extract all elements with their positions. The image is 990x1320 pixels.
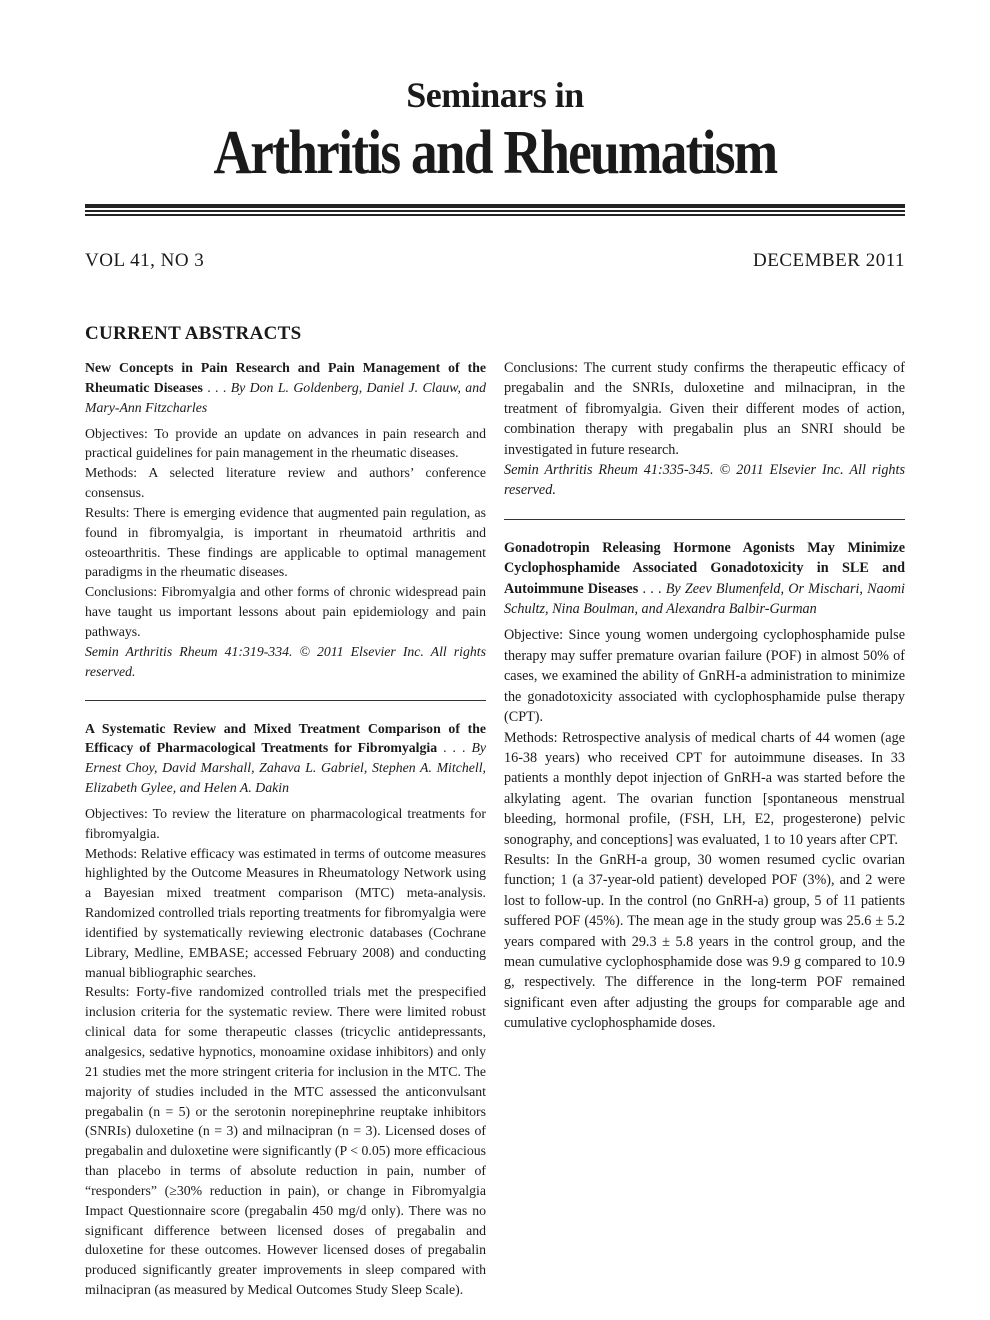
abstract-citation: Semin Arthritis Rheum 41:335-345. © 2011 Elsevier Inc. All rights reserved. xyxy=(504,462,905,499)
abstract-results: Results: There is emerging evidence that augmented pain regulation, as found in fibromyalgia, is important in rheumatoid arthritis and osteoarthritis. These findings are applicable to optimal management paradigms in the rheumatic diseases. xyxy=(85,504,486,580)
ellipsis: . . . xyxy=(642,580,666,597)
abstract-objectives: Objectives: To provide an update on advances in pain research and practical guidelines for pain management in the rheumatic diseases. xyxy=(85,425,486,461)
abstract-conclusions: Conclusions: The current study confirms the therapeutic efficacy of pregabalin and the SNRIs, duloxetine and milnacipran, in the treatment of fibromyalgia. Given their different modes of action, combination therapy with pregabalin plus an SNRI should be investigated in future research. xyxy=(504,360,905,458)
abstract-heading xyxy=(85,719,486,798)
masthead-rule xyxy=(85,214,905,216)
abstract-authors: By Zeev Blumenfeld, Or Mischari, Naomi Schultz, Nina Boulman, and Alexandra Balbir-Gurman xyxy=(504,580,905,618)
abstract-title: A Systematic Review and Mixed Treatment Comparison of the Efficacy of Pharmacological Treatments for Fibromyalgia xyxy=(85,720,486,756)
abstract-results: Results: Forty-five randomized controlled trials met the prespecified inclusion criteria for the systematic review. There were limited robust clinical data for some therapeutic classes (tricyclic antidepressants, analgesics, sedative hypnotics, monoamine oxidase inhibitors) and only 21 studies met the more stringent criteria for inclusion in the MTC. The majority of studies included in the MTC assessed the anticonvulsant pregabalin (n = 5) or the serotonin norepinephrine reuptake inhibitors (SNRIs) duloxetine (n = 3) and milnacipran (n = 3). Licensed doses of pregabalin and duloxetine were significantly (P < 0.05) more efficacious than placebo in terms of absolute reduction in pain, number of “responders” (≥30% reduction in pain), or change in Fibromyalgia Impact Questionnaire score (pregabalin 450 mg/d only). There was no significant difference between licensed doses of pregabalin and duloxetine for these outcomes. However licensed doses of pregabalin produced significantly greater improvements in sleep compared with milnacipran (as measured by Medical Outcomes Study Sleep Scale). xyxy=(85,984,486,1298)
right-column xyxy=(504,358,905,1034)
series-title: Seminars in xyxy=(406,75,584,115)
abstract-authors: By Don L. Goldenberg, Daniel J. Clauw, and Mary-Ann Fitzcharles xyxy=(85,379,486,415)
abstract-methods: Methods: A selected literature review and authors’ conference consensus. xyxy=(85,465,486,501)
ellipsis: . . . xyxy=(207,379,231,395)
abstract-title: Gonadotropin Releasing Hormone Agonists May Minimize Cyclophosphamide Associated Gonadotoxicity in SLE and Autoimmune Diseases xyxy=(504,539,905,597)
left-column xyxy=(85,358,486,1300)
masthead-rule xyxy=(85,210,905,212)
abstract-authors: By Ernest Choy, David Marshall, Zahava L. Gabriel, Stephen A. Mitchell, Elizabeth Gylee, and Helen A. Dakin xyxy=(85,740,486,796)
abstract-conclusions: Conclusions: Fibromyalgia and other forms of chronic widespread pain have taught us important lessons about pain epidemiology and pain pathways. xyxy=(85,584,486,639)
abstract-methods: Methods: Relative efficacy was estimated in terms of outcome measures highlighted by the Outcome Measures in Rheumatology Network using a Bayesian mixed treatment comparison (MTC) meta-analysis. Randomized controlled trials reporting treatments for fibromyalgia were identified by systematically reviewing electronic databases (Cochrane Library, Medline, EMBASE; accessed February 2008) and conducting manual bibliographic searches. xyxy=(85,845,486,980)
abstract xyxy=(85,719,486,1300)
issue-date: DECEMBER 2011 xyxy=(753,250,905,271)
abstract-heading xyxy=(85,358,486,418)
journal-title: Arthritis and Rheumatism xyxy=(213,119,777,187)
abstract xyxy=(504,538,905,1034)
section-title: CURRENT ABSTRACTS xyxy=(85,323,302,344)
abstract-divider xyxy=(85,700,486,701)
abstract-divider xyxy=(504,519,905,520)
abstract-citation: Semin Arthritis Rheum 41:319-334. © 2011 Elsevier Inc. All rights reserved. xyxy=(85,643,486,679)
abstract-objective: Objective: Since young women undergoing cyclophosphamide pulse therapy may suffer premature ovarian failure (POF) in almost 50% of cases, we examined the ability of GnRH-a administration to minimize the gonadotoxicity associated with cyclophosphamide pulse therapy (CPT). xyxy=(504,627,905,726)
masthead-rule xyxy=(85,204,905,208)
ellipsis: . . . xyxy=(443,740,472,756)
abstract-methods: Methods: Retrospective analysis of medical charts of 44 women (age 16-38 years) who received CPT for autoimmune diseases. In 33 patients a monthly depot injection of GnRH-a was started before the alkylating agent. The ovarian function [spontaneous menstrual bleeding, hormonal profile, (FSH, LH, E2, progesterone) pelvic sonography, and conceptions] was evaluated, 1 to 10 years after CPT. xyxy=(504,729,905,848)
volume-issue: VOL 41, NO 3 xyxy=(85,250,205,271)
abstract-heading xyxy=(504,538,905,620)
abstract xyxy=(85,358,486,682)
abstract-objectives: Objectives: To review the literature on pharmacological treatments for fibromyalgia. xyxy=(85,805,486,841)
abstract-results: Results: In the GnRH-a group, 30 women resumed cyclic ovarian function; 1 (a 37-year-old patient) developed POF (3%), and 2 were lost to follow-up. In the control (no GnRH-a) group, 5 of 11 patients suffered POF (45%). The mean age in the study group was 25.6 ± 5.2 years compared with 29.3 ± 5.8 years in the control group, and the mean cumulative cyclophosphamide dose was 9.9 g compared to 10.9 g, respectively. The difference in the long-term POF remained significant even after adjusting the groups for comparable age and cumulative cyclophosphamide doses. xyxy=(504,851,905,1032)
abstract-title: New Concepts in Pain Research and Pain Management of the Rheumatic Diseases xyxy=(85,360,486,395)
